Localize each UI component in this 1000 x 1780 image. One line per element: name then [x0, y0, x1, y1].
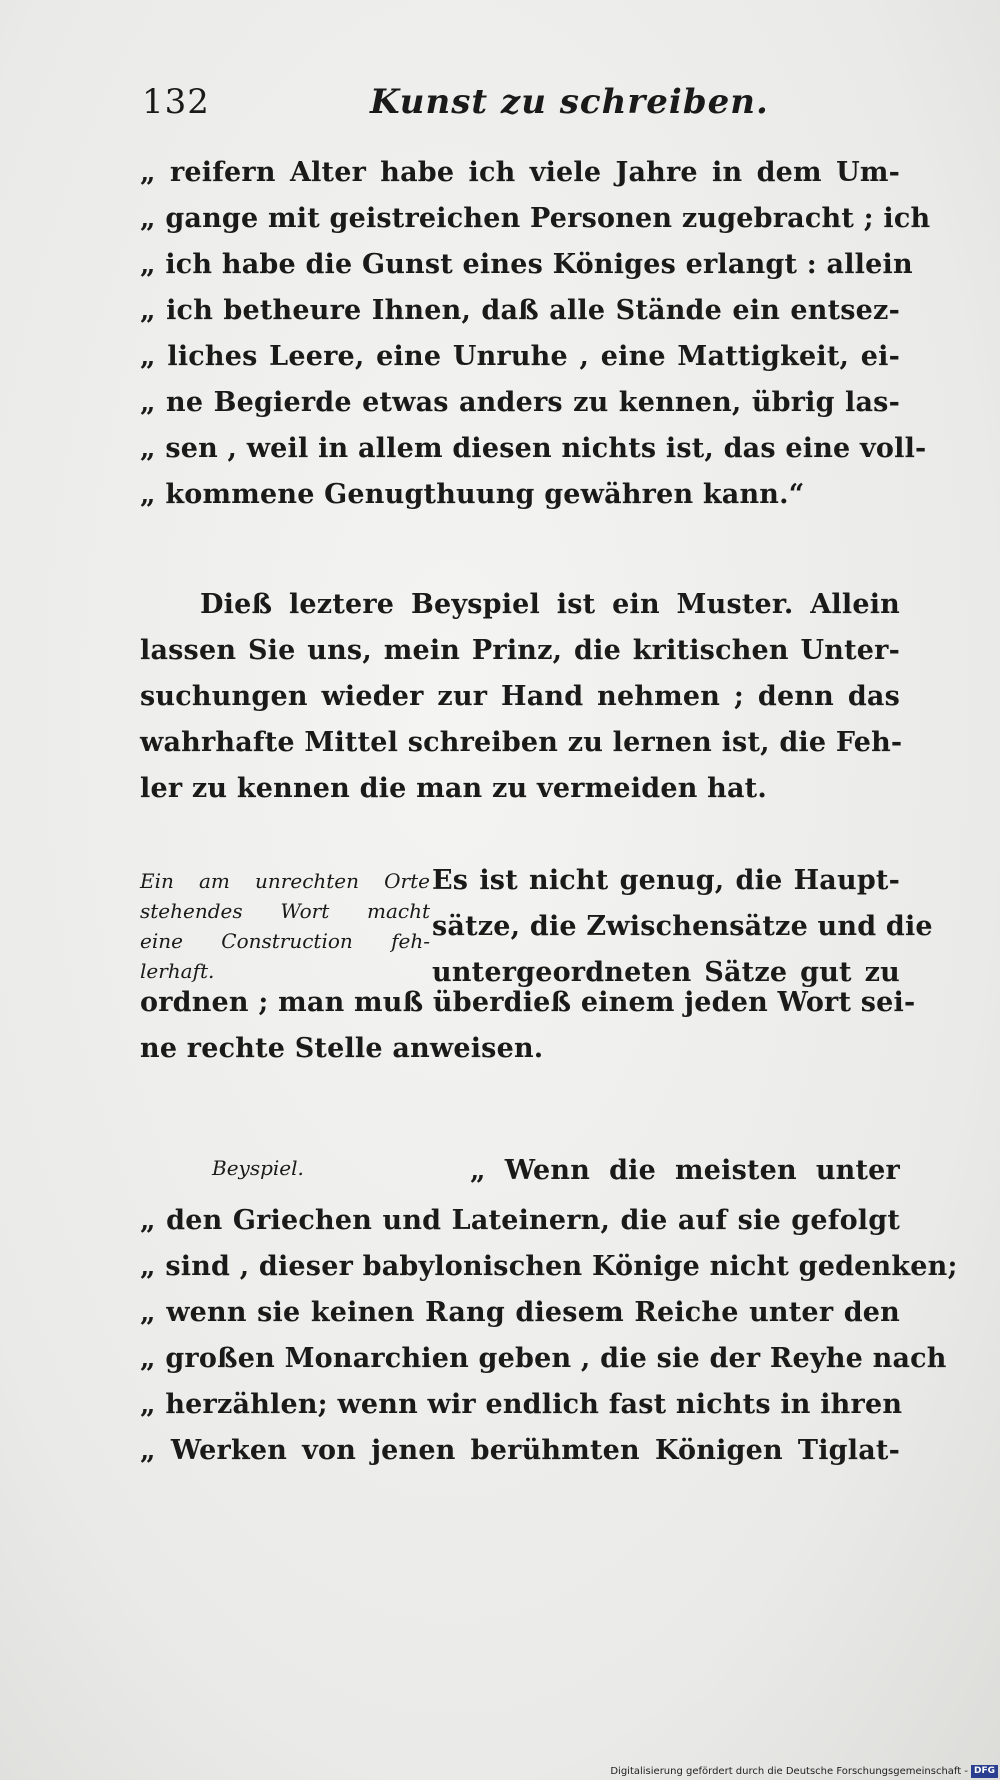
page-number: 132: [142, 82, 210, 122]
text-line: „ herzählen; wenn wir endlich fast nichts in ihren: [140, 1389, 903, 1420]
page-header: [142, 82, 902, 132]
text-line: „ den Griechen und Lateinern, die auf sie gefolgt: [140, 1205, 900, 1236]
text-line: „ liches Leere, eine Unruhe , eine Mattigkeit, ei-: [140, 341, 900, 372]
text-line: „ Wenn die meisten unter: [470, 1155, 900, 1186]
text-line: ne rechte Stelle anweisen.: [140, 1033, 544, 1064]
quote-block: [140, 150, 931, 518]
paragraph-1: [140, 582, 903, 812]
text-line: sätze, die Zwischensätze und die: [432, 911, 933, 942]
text-line: „ sen , weil in allem diesen nichts ist, das eine voll-: [140, 433, 927, 464]
text-line: untergeordneten Sätze gut zu: [432, 957, 900, 988]
text-line: ordnen ; man muß überdieß einem jeden Wort sei-: [140, 987, 916, 1018]
digitization-footer: [598, 1763, 998, 1780]
margin-note-line: lerhaft.: [140, 959, 215, 983]
example-first-line: [470, 1148, 900, 1194]
text-line: „ Werken von jenen berühmten Königen Tiglat-: [140, 1435, 900, 1466]
text-line: suchungen wieder zur Hand nehmen ; denn das: [140, 681, 900, 712]
text-line: „ großen Monarchien geben , die sie der Reyhe nach: [140, 1343, 947, 1374]
text-line: ler zu kennen die man zu vermeiden hat.: [140, 773, 767, 804]
text-line: „ reifern Alter habe ich viele Jahre in dem Um-: [140, 157, 900, 188]
margin-note-line: stehendes Wort macht: [140, 899, 430, 923]
text-line: Dieß leztere Beyspiel ist ein Muster. Allein: [200, 589, 900, 620]
running-head: Kunst zu schreiben.: [370, 82, 769, 122]
text-line: „ kommene Genugthuung gewähren kann.“: [140, 479, 805, 510]
text-line: Es ist nicht genug, die Haupt-: [432, 865, 900, 896]
text-line: „ ich betheure Ihnen, daß alle Stände ein entsez-: [140, 295, 900, 326]
paragraph-2-full: [140, 980, 916, 1072]
dfg-logo: DFG: [971, 1765, 998, 1778]
margin-note-line: eine Construction feh-: [140, 929, 430, 953]
text-line: „ gange mit geistreichen Personen zugebracht ; ich: [140, 203, 931, 234]
example-label: Beyspiel.: [212, 1156, 304, 1180]
text-line: lassen Sie uns, mein Prinz, die kritischen Unter-: [140, 635, 900, 666]
paragraph-2-side: [432, 858, 933, 996]
footer-text: Digitalisierung gefördert durch die Deutsche Forschungsgemeinschaft -: [610, 1766, 968, 1777]
text-line: „ sind , dieser babylonischen Könige nicht gedenken;: [140, 1251, 958, 1282]
text-line: „ ne Begierde etwas anders zu kennen, übrig las-: [140, 387, 900, 418]
example-block: [140, 1198, 958, 1474]
margin-note: [140, 866, 430, 986]
margin-note-line: Ein am unrechten Orte: [140, 869, 430, 893]
text-line: wahrhafte Mittel schreiben zu lernen ist, die Feh-: [140, 727, 903, 758]
text-line: „ ich habe die Gunst eines Königes erlangt : allein: [140, 249, 913, 280]
text-line: „ wenn sie keinen Rang diesem Reiche unter den: [140, 1297, 900, 1328]
